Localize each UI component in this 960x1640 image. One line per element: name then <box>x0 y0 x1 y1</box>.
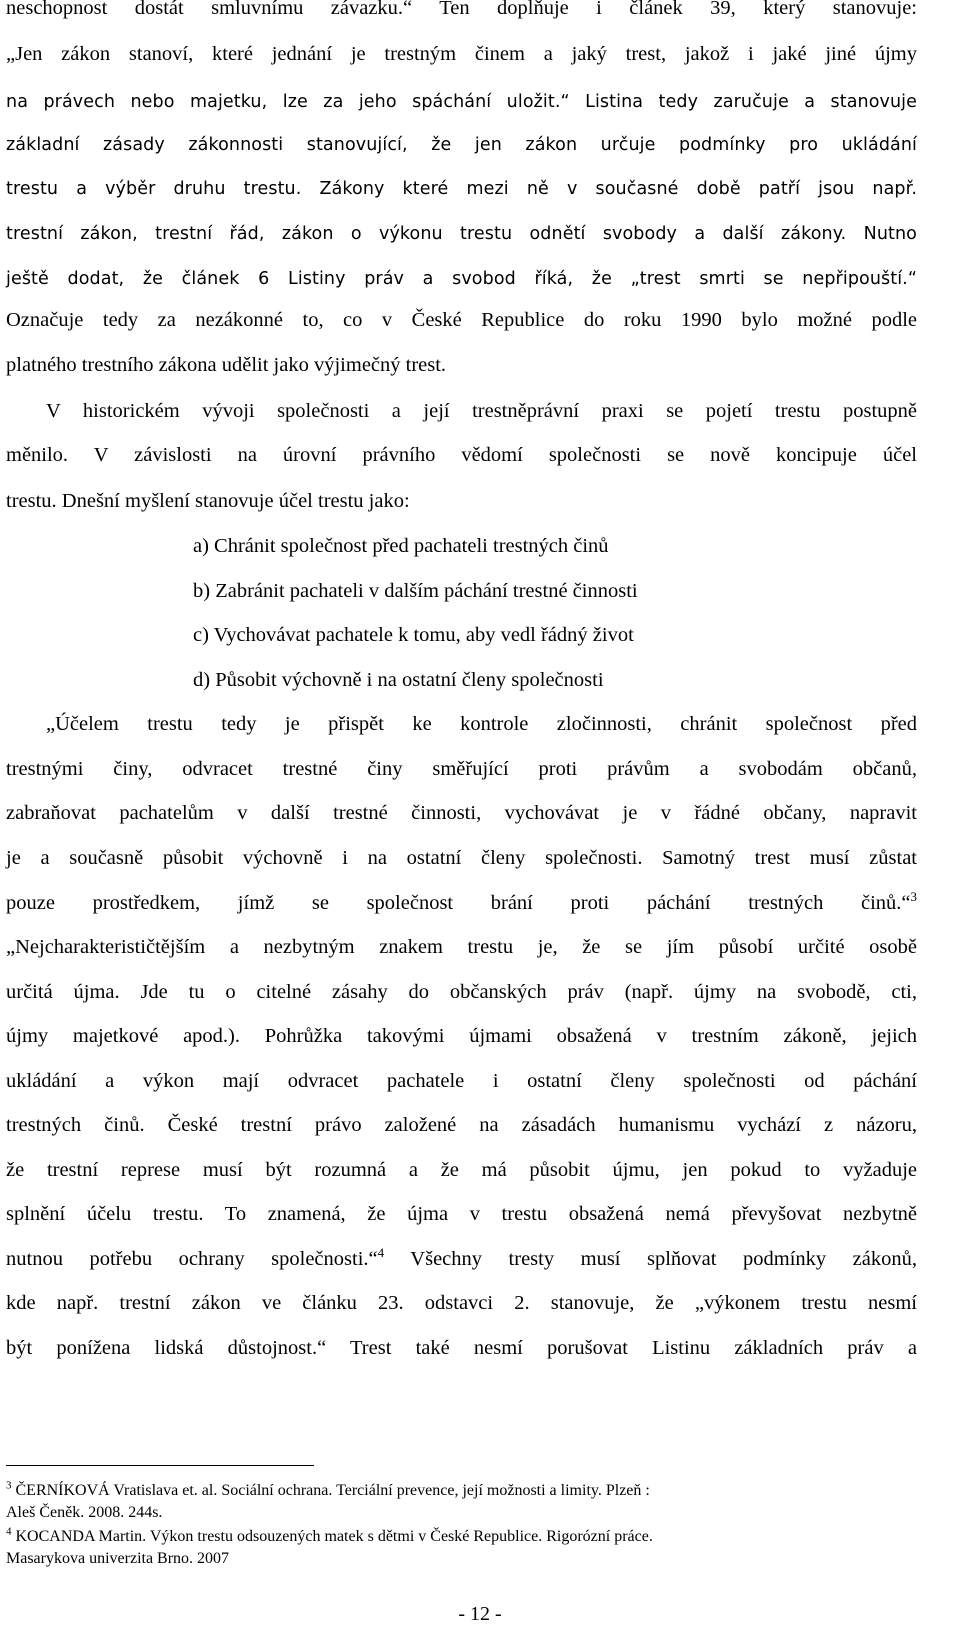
text-line <box>6 889 917 917</box>
text-line: trestní zákon, trestní řád, zákon o výkonu trestu odnětí svobody a další zákony. Nutno <box>6 224 917 244</box>
text-line: trestných činů. České trestní právo založené na zásadách humanismu vychází z názoru, <box>6 1114 917 1136</box>
text-line: určitá újma. Jde tu o citelné zásahy do občanských práv (např. újmy na svobodě, cti, <box>6 981 917 1003</box>
text-line: trestu a výběr druhu trestu. Zákony které mezi ně v současné době patří jsou např. <box>6 179 917 199</box>
text-line: měnilo. V závislosti na úrovní právního vědomí společnosti se nově koncipuje účel <box>6 444 917 466</box>
text-line: splnění účelu trestu. To znamená, že újma v trestu obsažená nemá převyšovat nezbytně <box>6 1203 917 1225</box>
text-line: „Nejcharakterističtějším a nezbytným znakem trestu je, že se jím působí určité osobě <box>6 936 917 958</box>
footnote-line <box>6 1481 917 1501</box>
text-fragment: pouze prostředkem, jímž se společnost brání proti páchání trestných činů.“ <box>6 892 911 914</box>
text-fragment: Všechny tresty musí splňovat podmínky zákonů, <box>384 1248 917 1270</box>
text-line: na právech nebo majetku, lze za jeho spáchání uložit.“ Listina tedy zaručuje a stanovuje <box>6 92 917 112</box>
footnote-line <box>6 1527 917 1547</box>
footnote-ref[interactable]: 3 <box>910 889 917 905</box>
footnote-line: Aleš Čeněk. 2008. 244s. <box>6 1504 163 1521</box>
text-line: trestu. Dnešní myšlení stanovuje účel trestu jako: <box>6 490 410 512</box>
footnote-text: KOCANDA Martin. Výkon trestu odsouzených matek s dětmi v České Republice. Rigorózní práce. <box>15 1528 653 1545</box>
text-line: V historickém vývoji společnosti a její trestněprávní praxi se pojetí trestu postupně <box>46 400 917 422</box>
footnote-separator <box>6 1465 314 1466</box>
list-item: b) Zabránit pachateli v dalším páchání trestné činnosti <box>193 580 638 602</box>
text-line: platného trestního zákona udělit jako výjimečný trest. <box>6 354 447 376</box>
footnote-ref[interactable]: 4 <box>377 1245 385 1261</box>
text-line: kde např. trestní zákon ve článku 23. odstavci 2. stanovuje, že „výkonem trestu nesmí <box>6 1292 917 1314</box>
footnote-number: 4 <box>6 1525 12 1538</box>
footnote-line: Masarykova univerzita Brno. 2007 <box>6 1550 230 1567</box>
text-line: ještě dodat, že článek 6 Listiny práv a svobod říká, že „trest smrti se nepřipouští.“ <box>6 269 917 289</box>
text-line: „Účelem trestu tedy je přispět ke kontrole zločinnosti, chránit společnost před <box>46 713 917 735</box>
footnote-text: ČERNÍKOVÁ Vratislava et. al. Sociální ochrana. Terciální prevence, její možnosti a limity. Plzeň : <box>15 1482 650 1499</box>
list-item: c) Vychovávat pachatele k tomu, aby vedl řádný život <box>193 624 634 646</box>
page-number: - 12 - <box>458 1603 502 1625</box>
text-line <box>6 1245 917 1273</box>
text-fragment: nutnou potřebu ochrany společnosti.“ <box>6 1248 378 1270</box>
text-line: „Jen zákon stanoví, které jednání je trestným činem a jaký trest, jakož i jaké jiné újmy <box>6 43 917 65</box>
text-line: neschopnost dostát smluvnímu závazku.“ Ten doplňuje i článek 39, který stanovuje: <box>6 0 917 19</box>
text-line: Označuje tedy za nezákonné to, co v České Republice do roku 1990 bylo možné podle <box>6 309 917 331</box>
text-line: ukládání a výkon mají odvracet pachatele i ostatní členy společnosti od páchání <box>6 1070 917 1092</box>
text-line: že trestní represe musí být rozumná a že má působit újmu, jen pokud to vyžaduje <box>6 1159 917 1181</box>
list-item: a) Chránit společnost před pachateli trestných činů <box>193 535 609 557</box>
text-line: zabraňovat pachatelům v další trestné činnosti, vychovávat je v řádné občany, napravit <box>6 802 917 824</box>
text-line: trestnými činy, odvracet trestné činy směřující proti právům a svobodám občanů, <box>6 758 917 780</box>
text-line: újmy majetkové apod.). Pohrůžka takovými újmami obsažená v trestním zákoně, jejich <box>6 1025 917 1047</box>
text-line: je a současně působit výchovně i na ostatní členy společnosti. Samotný trest musí zůstat <box>6 847 917 869</box>
list-item: d) Působit výchovně i na ostatní členy společnosti <box>193 669 604 691</box>
text-line: základní zásady zákonnosti stanovující, že jen zákon určuje podmínky pro ukládání <box>6 135 917 155</box>
footnote-number: 3 <box>6 1479 12 1492</box>
text-line: být ponížena lidská důstojnost.“ Trest také nesmí porušovat Listinu základních práv a <box>6 1337 917 1359</box>
